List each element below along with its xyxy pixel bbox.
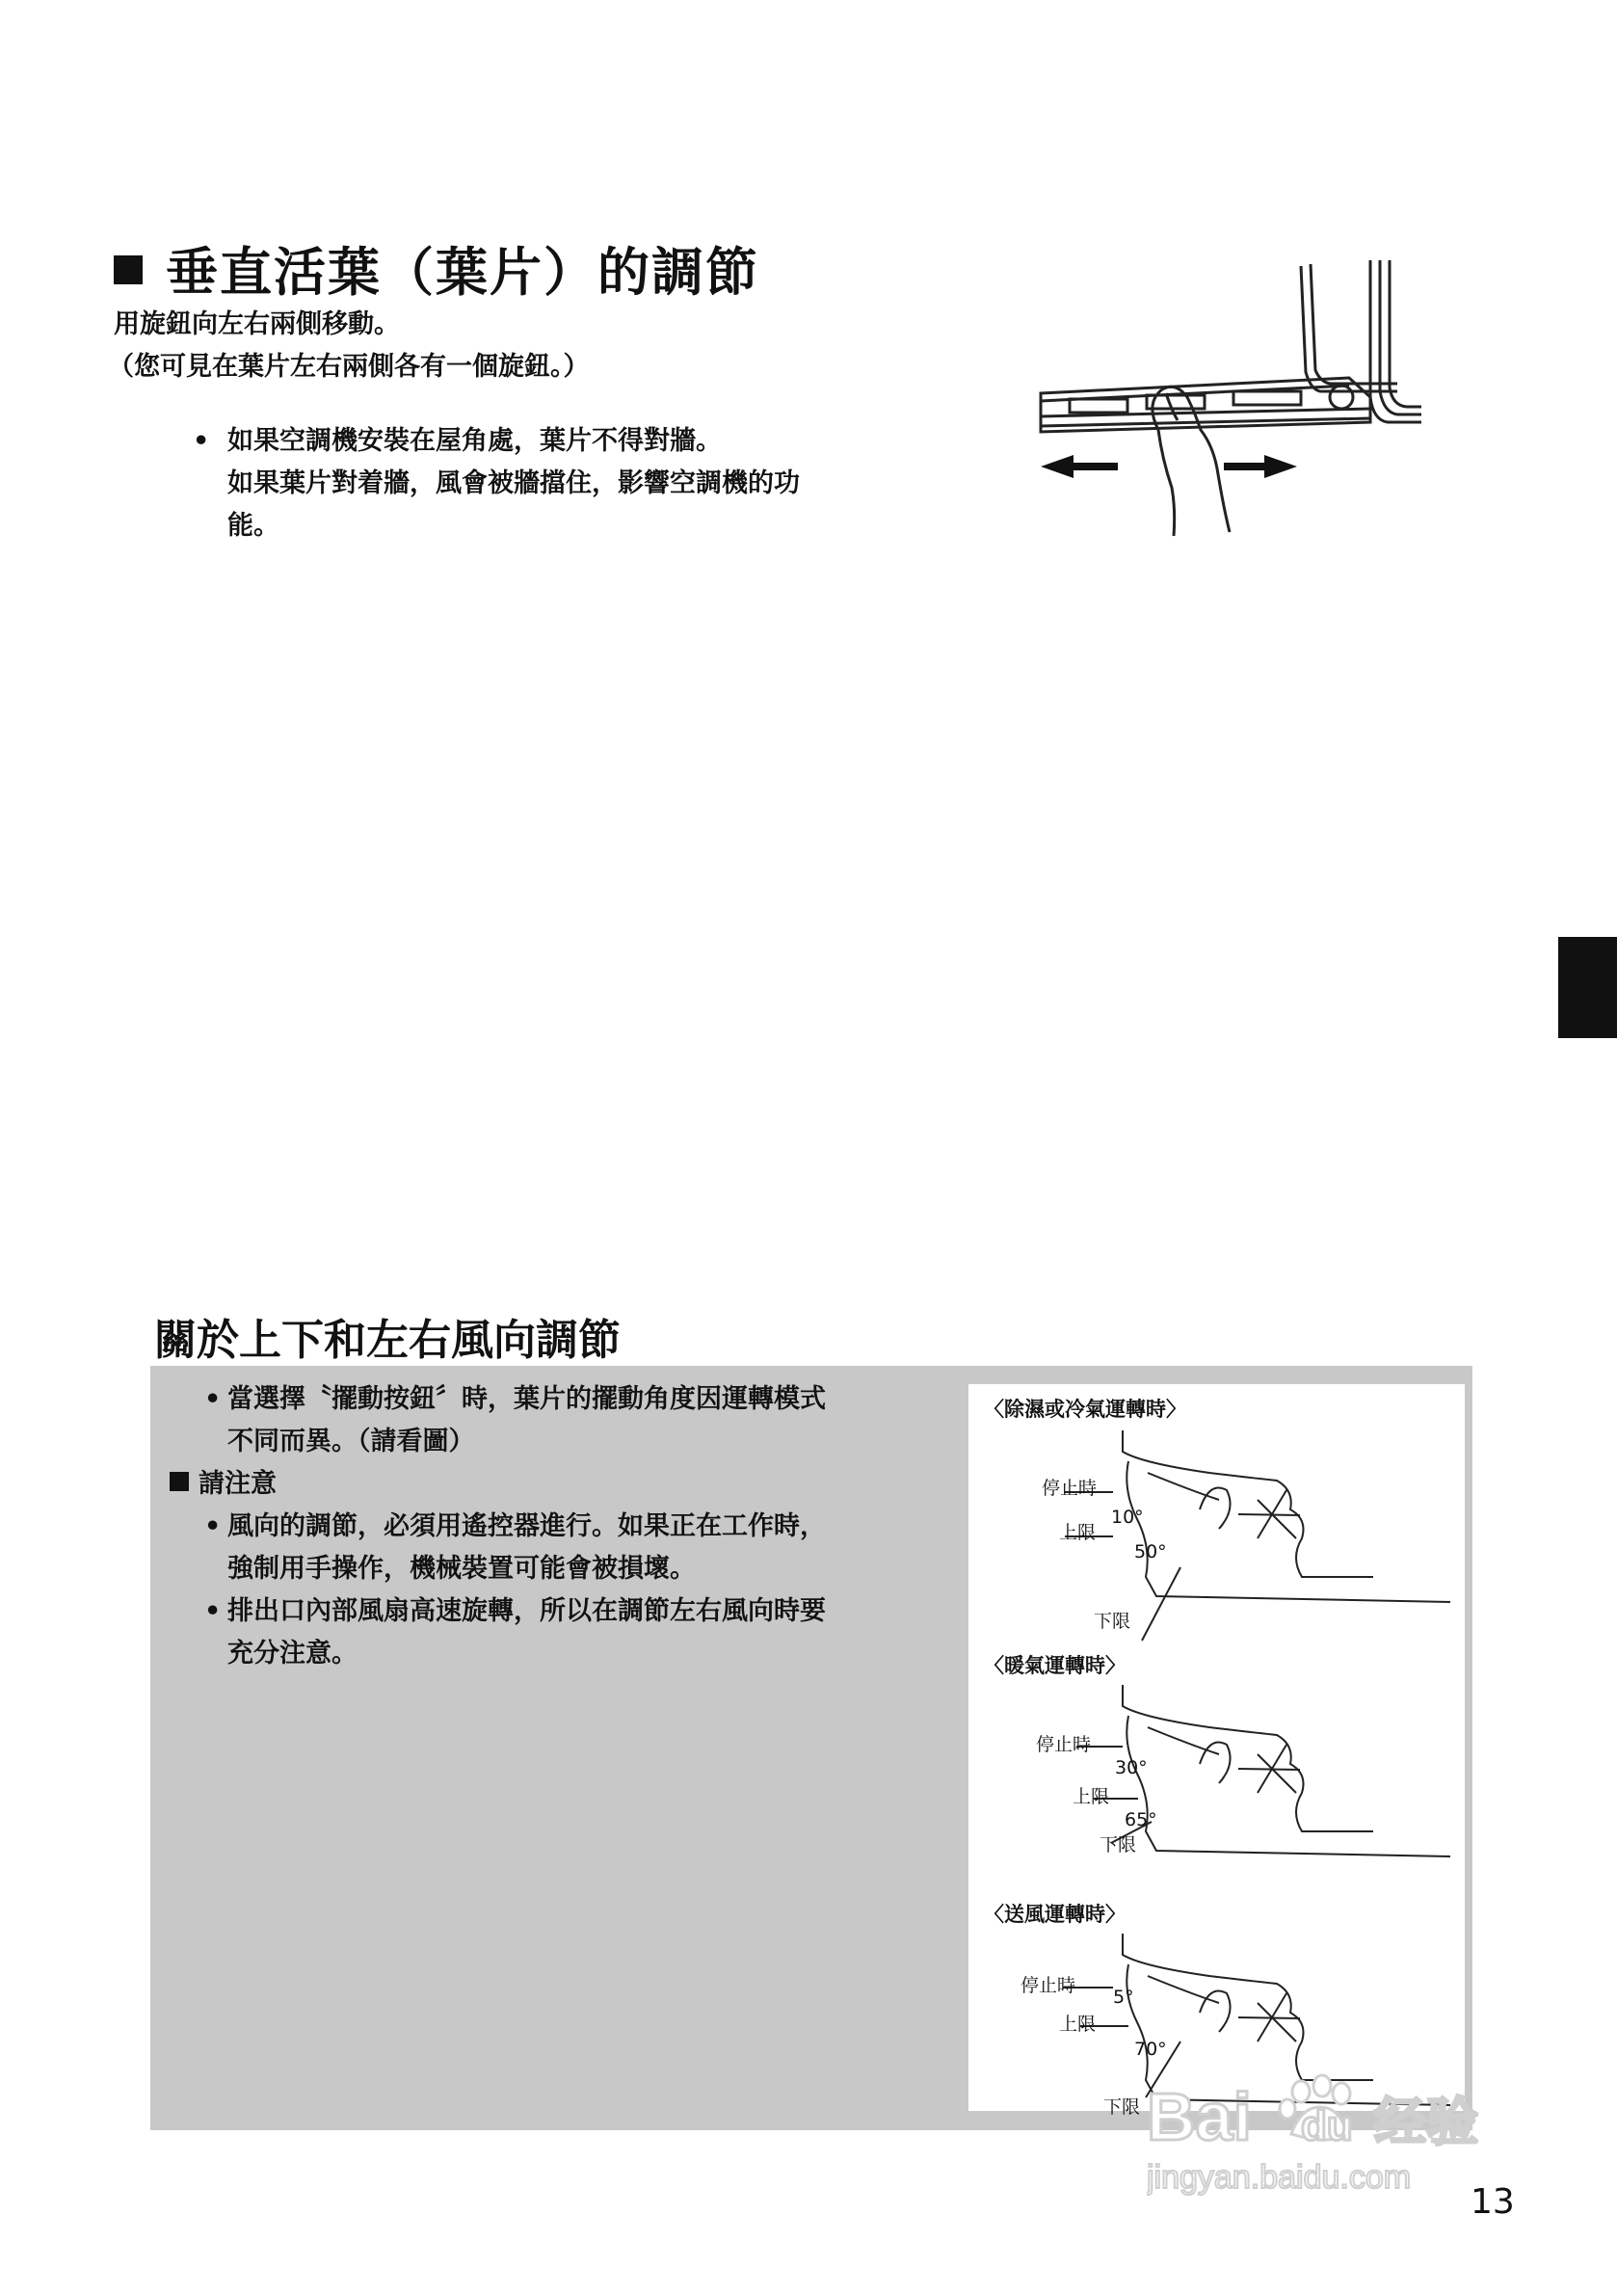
upper-limit-label: 上限	[1059, 1522, 1097, 1543]
bullet-dot: •	[204, 1511, 222, 1541]
note-line: 強制用手操作，機械裝置可能會被損壞。	[227, 1554, 696, 1584]
note-line: 充分注意。	[227, 1639, 358, 1669]
upper-limit-label: 上限	[1073, 1786, 1110, 1807]
note-heading-text: 請注意	[199, 1469, 277, 1499]
upper-angle-label: 30°	[1115, 1757, 1148, 1778]
section-title	[114, 231, 759, 306]
diagram-caption: 〈暖氣運轉時〉	[984, 1654, 1126, 1677]
warning-bullet	[193, 420, 925, 547]
swing-line: 不同而異。（請看圖）	[227, 1427, 475, 1456]
lower-limit-label: 下限	[1103, 2096, 1141, 2118]
note-line: 排出口內部風扇高速旋轉，所以在調節左右風向時要	[227, 1596, 826, 1626]
note-bullet	[170, 1590, 941, 1675]
lower-limit-label: 下限	[1100, 1834, 1137, 1855]
warning-line: 如果空調機安裝在屋角處，葉片不得對牆。	[227, 426, 722, 456]
bullet-dot: •	[204, 1384, 222, 1414]
warning-line: 能。	[227, 511, 279, 541]
lower-angle-label: 65°	[1125, 1809, 1157, 1830]
section-title-text: 垂直活葉（葉片）的調節	[166, 242, 759, 303]
instruction-line-1: 用旋鈕向左右兩側移動。	[114, 309, 400, 339]
note-line: 風向的調節，必須用遙控器進行。如果正在工作時，	[227, 1511, 826, 1541]
chapter-tab-marker	[1558, 937, 1617, 1038]
bullet-dot: •	[193, 426, 210, 456]
stop-label: 停止時	[1042, 1478, 1098, 1499]
square-bullet-icon	[114, 255, 143, 284]
page-number: 13	[1471, 2182, 1515, 2222]
upper-limit-label: 上限	[1059, 2014, 1097, 2035]
square-bullet-icon	[170, 1472, 189, 1491]
upper-angle-label: 5°	[1113, 1987, 1134, 2008]
lower-angle-label: 70°	[1134, 2039, 1167, 2060]
lower-limit-label: 下限	[1094, 1611, 1131, 1632]
swing-bullet	[170, 1378, 941, 1463]
note-heading	[170, 1463, 941, 1506]
instruction-line-2: （您可見在葉片左右兩側各有一個旋鈕。）	[108, 352, 590, 382]
watermark-brand: Bai	[1147, 2079, 1252, 2154]
watermark-suffix: 经验	[1374, 2092, 1478, 2152]
warning-line: 如果葉片對着牆，風會被牆擋住，影響空調機的功	[227, 468, 800, 498]
lower-angle-label: 50°	[1134, 1541, 1167, 1562]
watermark-brand-2: du	[1301, 2102, 1353, 2149]
watermark-url: jingyan.baidu.com	[1147, 2159, 1412, 2196]
stop-label: 停止時	[1036, 1734, 1092, 1755]
info-box-text	[170, 1378, 941, 1675]
diagram-caption: 〈除濕或冷氣運轉時〉	[984, 1398, 1186, 1421]
louver-adjust-illustration	[1031, 256, 1426, 546]
bullet-dot: •	[204, 1596, 222, 1626]
louver-diagram-heating	[968, 1677, 1465, 1899]
box-title: 關於上下和左右風向調節	[154, 1316, 621, 1365]
diagram-caption: 〈送風運轉時〉	[984, 1903, 1126, 1926]
louver-diagram-cooling	[968, 1423, 1465, 1644]
note-bullet	[170, 1506, 941, 1590]
stop-label: 停止時	[1021, 1975, 1076, 1996]
upper-angle-label: 10°	[1111, 1507, 1144, 1528]
swing-line: 當選擇〝擺動按鈕〞時，葉片的擺動角度因運轉模式	[227, 1384, 826, 1414]
